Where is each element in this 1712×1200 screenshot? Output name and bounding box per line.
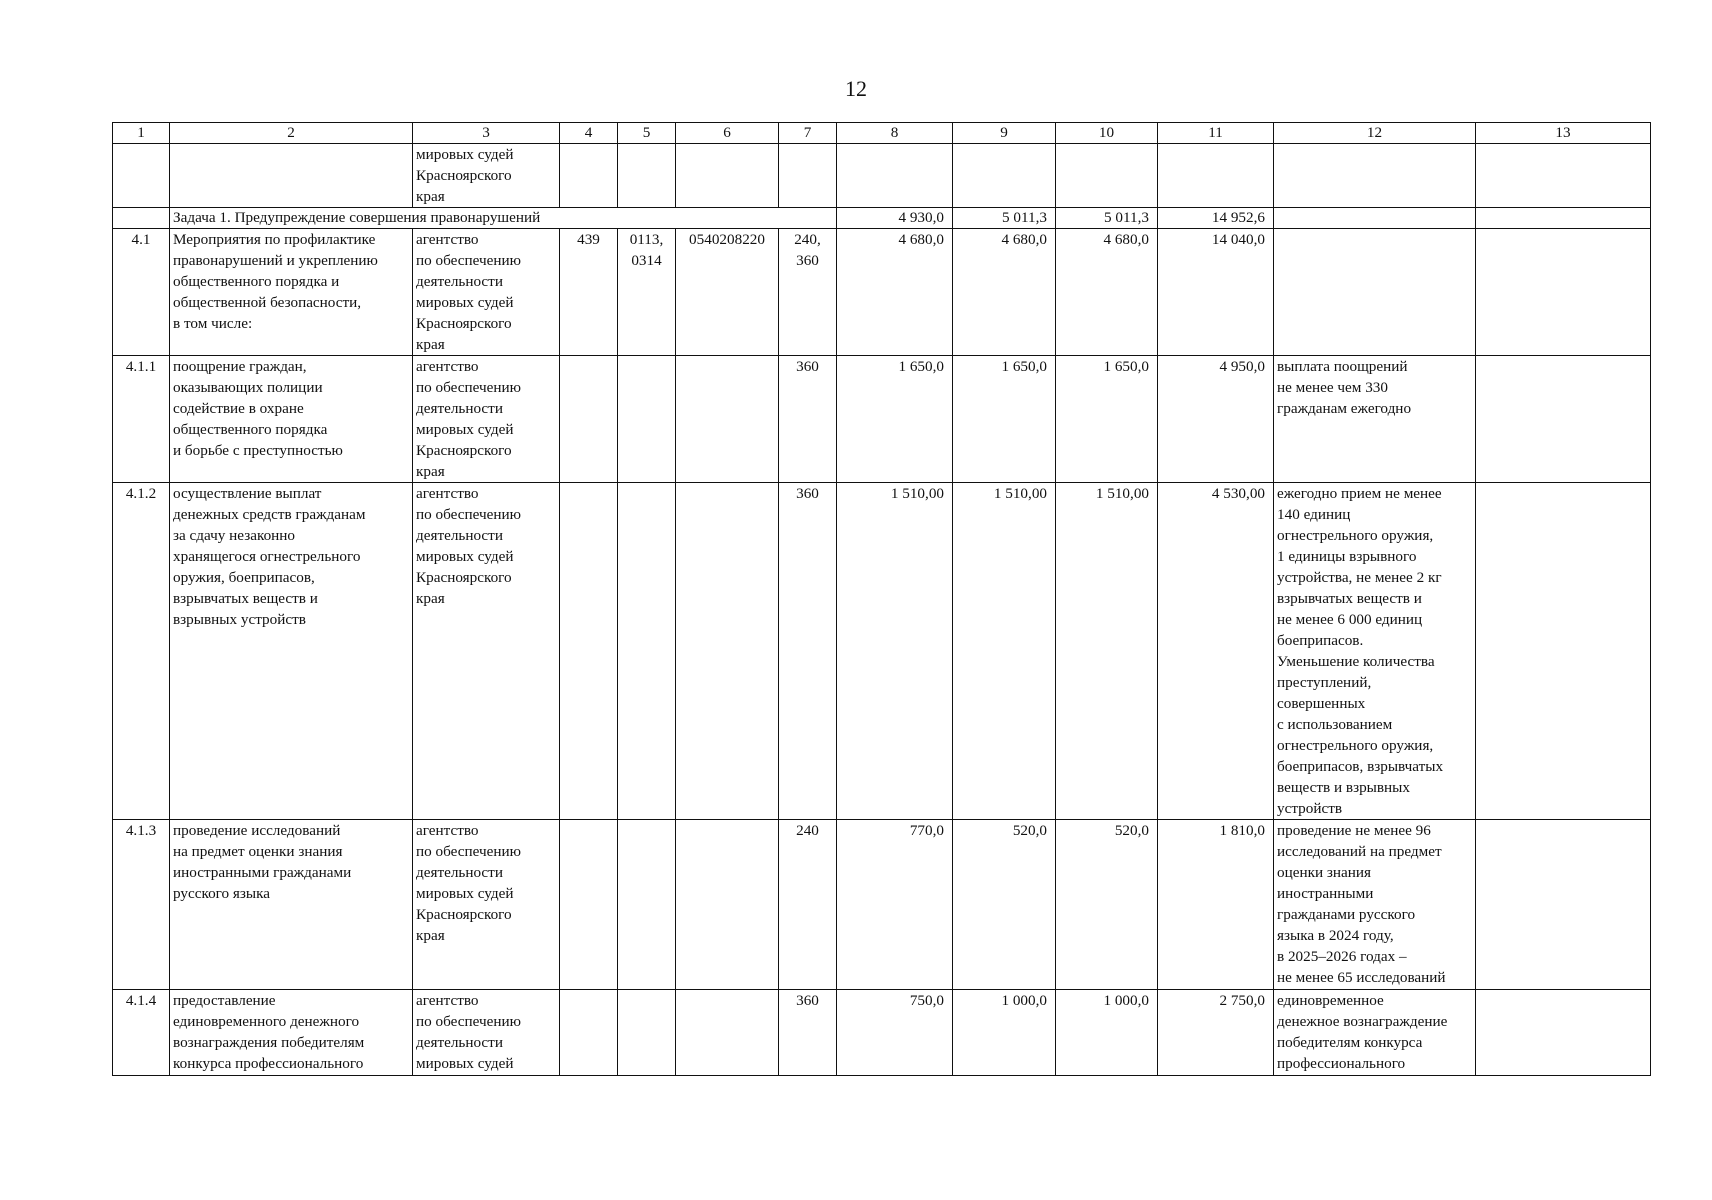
col-header-5: 5 xyxy=(618,123,676,144)
activity-name: предоставление единовременного денежного вознаграждения победителям конкурса профессионального xyxy=(170,990,413,1076)
col-header-12: 12 xyxy=(1274,123,1476,144)
table-row-4-1-4 xyxy=(113,990,1651,1076)
executor-cell: агентство по обеспечению деятельности мировых судей Красноярского края xyxy=(413,229,560,356)
executor-cell: агентство по обеспечению деятельности мировых судей Красноярского края xyxy=(413,820,560,990)
table-row-task-1 xyxy=(113,208,1651,229)
amount-2025: 5 011,3 xyxy=(953,208,1056,229)
page-number: 12 xyxy=(845,76,867,101)
amount-total: 14 952,6 xyxy=(1158,208,1274,229)
amount-2026: 5 011,3 xyxy=(1056,208,1158,229)
row-number: 4.1.4 xyxy=(113,990,170,1076)
amount-2026: 1 510,00 xyxy=(1056,483,1158,820)
amount-total: 4 950,0 xyxy=(1158,356,1274,483)
amount-total: 14 040,0 xyxy=(1158,229,1274,356)
amount-2026: 1 000,0 xyxy=(1056,990,1158,1076)
amount-2024: 770,0 xyxy=(837,820,953,990)
amount-total: 4 530,00 xyxy=(1158,483,1274,820)
task-title: Задача 1. Предупреждение совершения правонарушений xyxy=(170,208,837,229)
expense-type: 360 xyxy=(779,483,837,820)
amount-2024: 750,0 xyxy=(837,990,953,1076)
amount-2024: 4 930,0 xyxy=(837,208,953,229)
col-header-6: 6 xyxy=(676,123,779,144)
activity-name: проведение исследований на предмет оценки знания иностранными гражданами русского языка xyxy=(170,820,413,990)
col-header-7: 7 xyxy=(779,123,837,144)
section-code: 0113, 0314 xyxy=(618,229,676,356)
table-row-4-1-1 xyxy=(113,356,1651,483)
amount-total: 1 810,0 xyxy=(1158,820,1274,990)
col-header-4: 4 xyxy=(560,123,618,144)
amount-2024: 4 680,0 xyxy=(837,229,953,356)
table-row-continuation xyxy=(113,144,1651,208)
executor-cell: агентство по обеспечению деятельности мировых судей xyxy=(413,990,560,1076)
expected-result: ежегодно прием не менее 140 единиц огнестрельного оружия, 1 единицы взрывного устройства, не менее 2 кг взрывчатых веществ и не менее 6 000 единиц боеприпасов. Уменьшение количества преступлений, совершенных с использованием огнестрельного оружия, боеприпасов, взрывчатых веществ и взрывных устройств xyxy=(1274,483,1476,820)
expense-type: 360 xyxy=(779,990,837,1076)
col-header-1: 1 xyxy=(113,123,170,144)
expected-result: проведение не менее 96 исследований на предмет оценки знания иностранными гражданами русского языка в 2024 году, в 2025–2026 годах – не менее 65 исследований xyxy=(1274,820,1476,990)
activity-name: поощрение граждан, оказывающих полиции содействие в охране общественного порядка и борьбе с преступностью xyxy=(170,356,413,483)
col-header-11: 11 xyxy=(1158,123,1274,144)
target-code: 0540208220 xyxy=(676,229,779,356)
amount-2025: 1 650,0 xyxy=(953,356,1056,483)
amount-total: 2 750,0 xyxy=(1158,990,1274,1076)
amount-2025: 520,0 xyxy=(953,820,1056,990)
activity-name: Мероприятия по профилактике правонарушений и укреплению общественного порядка и общественной безопасности, в том числе: xyxy=(170,229,413,356)
col-header-3: 3 xyxy=(413,123,560,144)
executor-cell: агентство по обеспечению деятельности мировых судей Красноярского края xyxy=(413,356,560,483)
expense-type: 360 xyxy=(779,356,837,483)
expense-type: 240 xyxy=(779,820,837,990)
expected-result: выплата поощрений не менее чем 330 гражданам ежегодно xyxy=(1274,356,1476,483)
amount-2026: 1 650,0 xyxy=(1056,356,1158,483)
col-header-13: 13 xyxy=(1476,123,1651,144)
expense-type: 240, 360 xyxy=(779,229,837,356)
amount-2025: 1 510,00 xyxy=(953,483,1056,820)
col-header-9: 9 xyxy=(953,123,1056,144)
gbs-code: 439 xyxy=(560,229,618,356)
executor-cell: мировых судей Красноярского края xyxy=(413,144,560,208)
row-number: 4.1.2 xyxy=(113,483,170,820)
amount-2026: 520,0 xyxy=(1056,820,1158,990)
row-number: 4.1.1 xyxy=(113,356,170,483)
column-number-header xyxy=(113,123,1651,144)
col-header-2: 2 xyxy=(170,123,413,144)
col-header-10: 10 xyxy=(1056,123,1158,144)
program-table xyxy=(112,122,1651,1076)
row-number: 4.1.3 xyxy=(113,820,170,990)
col-header-8: 8 xyxy=(837,123,953,144)
expected-result: единовременное денежное вознаграждение победителям конкурса профессионального xyxy=(1274,990,1476,1076)
amount-2025: 4 680,0 xyxy=(953,229,1056,356)
table-row-4-1 xyxy=(113,229,1651,356)
activity-name: осуществление выплат денежных средств гражданам за сдачу незаконно хранящегося огнестрельного оружия, боеприпасов, взрывчатых веществ и взрывных устройств xyxy=(170,483,413,820)
amount-2026: 4 680,0 xyxy=(1056,229,1158,356)
table-row-4-1-3 xyxy=(113,820,1651,990)
executor-cell: агентство по обеспечению деятельности мировых судей Красноярского края xyxy=(413,483,560,820)
amount-2024: 1 510,00 xyxy=(837,483,953,820)
amount-2025: 1 000,0 xyxy=(953,990,1056,1076)
amount-2024: 1 650,0 xyxy=(837,356,953,483)
table-row-4-1-2 xyxy=(113,483,1651,820)
row-number: 4.1 xyxy=(113,229,170,356)
